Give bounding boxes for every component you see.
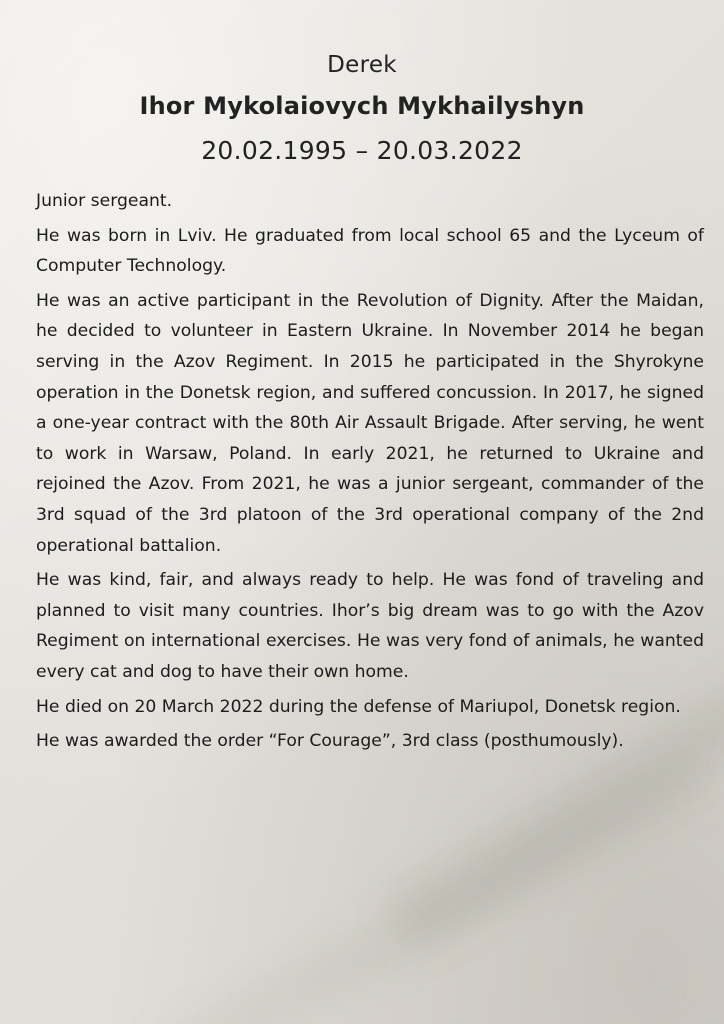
bio-paragraph-service: He was an active participant in the Revolution of Dignity. After the Maidan, he decided to volunteer in Eastern Ukraine. In November 2014 he began serving in the Azov Regiment. In 2015 he participated in the Shyrokyne operation in the Donetsk region, and suffered concussion. In 2017, he signed a one-year contract with the 80th Air Assault Brigade. After serving, he went to work in Warsaw, Poland. In early 2021, he returned to Ukraine and rejoined the Azov. From 2021, he was a junior sergeant, commander of the 3rd squad of the 3rd platoon of the 3rd operational company of the 2nd operational battalion.: [36, 290, 704, 556]
bio-paragraph-rank: Junior sergeant.: [36, 191, 173, 211]
full-name: Ihor Mykolaiovych Mykhailyshyn: [139, 92, 585, 120]
life-dates: 20.02.1995 – 20.03.2022: [201, 136, 523, 165]
bio-paragraph-education: He was born in Lviv. He graduated from local school 65 and the Lyceum of Computer Technology.: [36, 225, 704, 277]
callsign: Derek: [327, 52, 397, 78]
biography: [36, 186, 704, 761]
bio-paragraph-death: He died on 20 March 2022 during the defense of Mariupol, Donetsk region.: [36, 696, 681, 717]
bio-paragraph-award: He was awarded the order “For Courage”, 3rd class (posthumously).: [36, 731, 624, 752]
bio-paragraph-personality: He was kind, fair, and always ready to help. He was fond of traveling and planned to visit many countries. Ihor’s big dream was to go with the Azov Regiment on international exercises. He was very fond of animals, he wanted every cat and dog to have their own home.: [36, 570, 704, 682]
